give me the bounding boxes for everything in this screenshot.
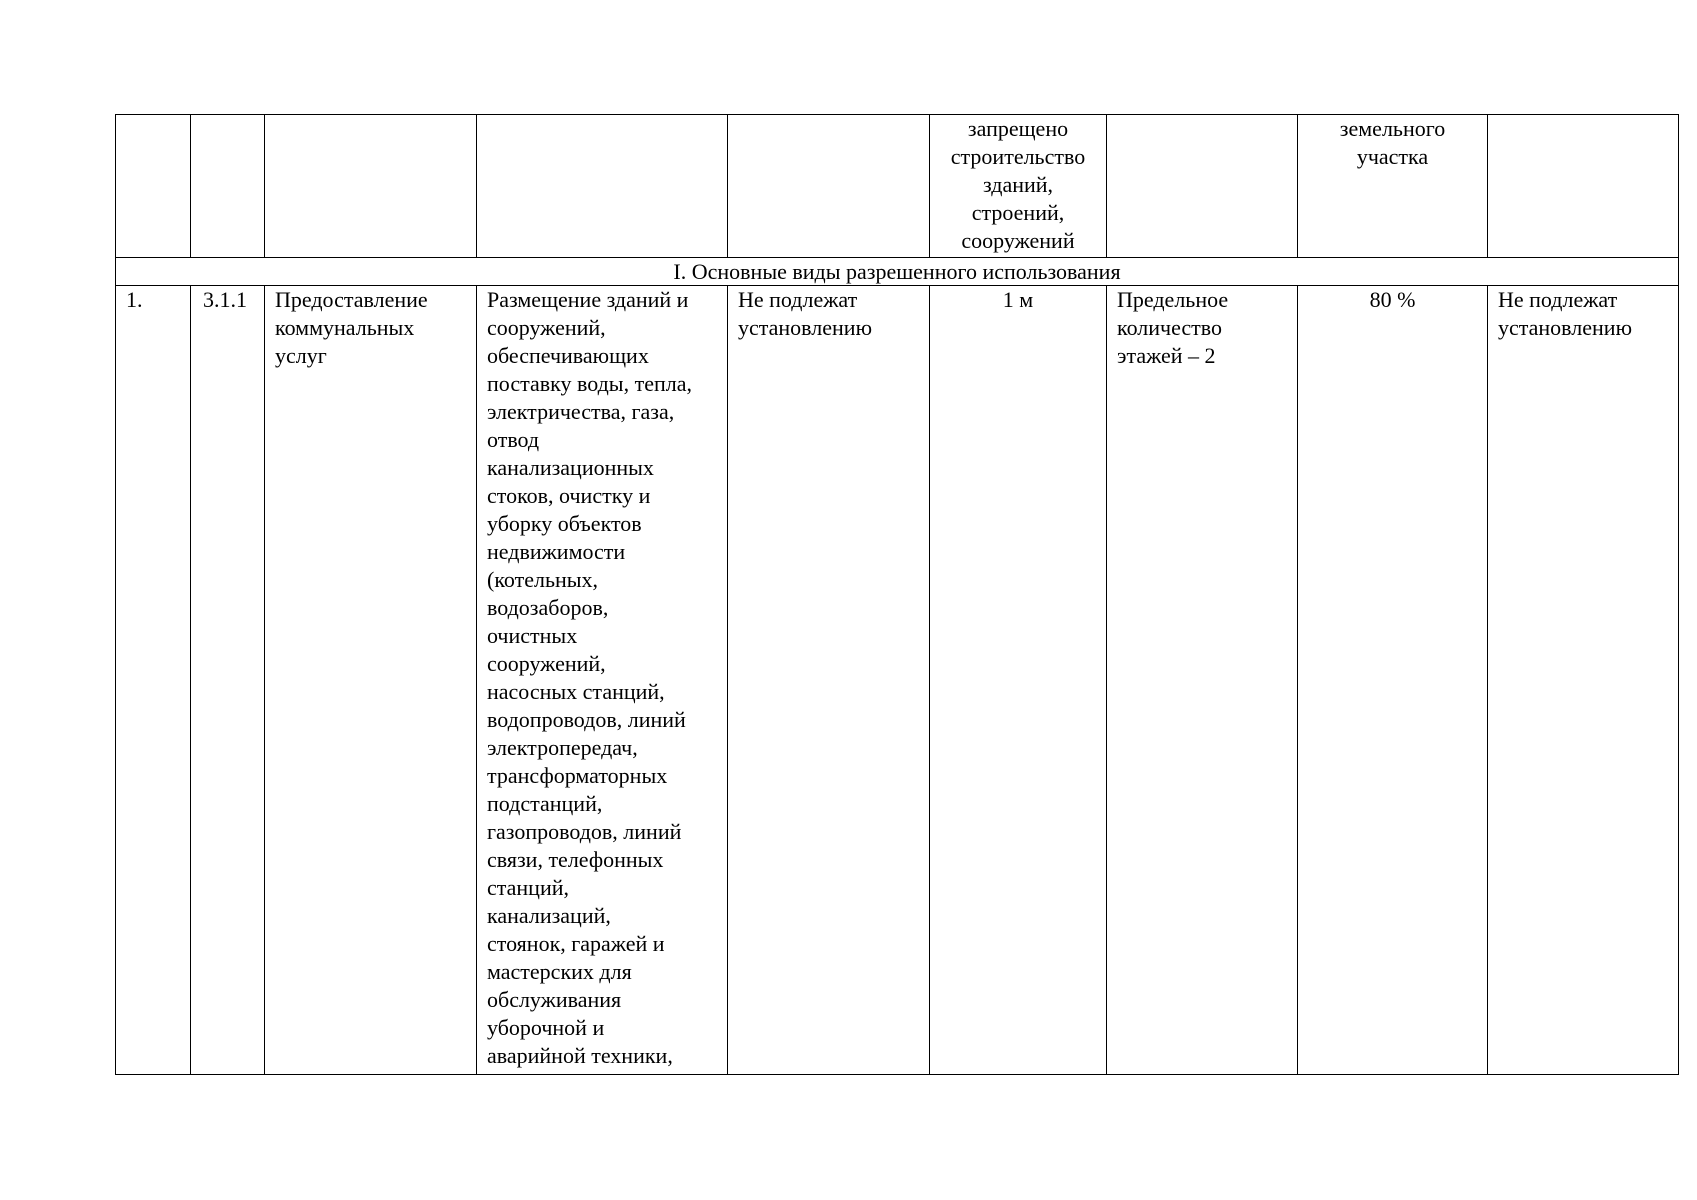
table-row-continued <box>116 115 1679 258</box>
cell-line: установлению <box>738 315 873 340</box>
cell-line: уборочной и <box>487 1015 605 1040</box>
row-name <box>265 286 477 1075</box>
cell-line: Не подлежат <box>1498 287 1618 312</box>
row-setback: 1 м <box>930 286 1107 1075</box>
cell-line: подстанций, <box>487 791 603 816</box>
cell-coverage-note <box>1298 115 1488 258</box>
cell-line: строений, <box>971 200 1065 225</box>
cell-empty <box>1488 115 1679 258</box>
cell-line: коммунальных <box>275 315 415 340</box>
cell-line: количество <box>1117 315 1223 340</box>
cell-line: Размещение зданий и <box>487 287 689 312</box>
cell-setback-note <box>930 115 1107 258</box>
section-header-row <box>116 258 1679 286</box>
cell-line: стоков, очистку и <box>487 483 651 508</box>
cell-line: канализационных <box>487 455 654 480</box>
cell-line: строительство <box>950 144 1086 169</box>
cell-empty <box>265 115 477 258</box>
cell-line: очистных <box>487 623 578 648</box>
cell-line: обеспечивающих <box>487 343 649 368</box>
cell-line: аварийной техники, <box>487 1043 673 1068</box>
cell-line: земельного <box>1339 116 1446 141</box>
cell-line: сооружений, <box>487 315 606 340</box>
cell-empty <box>116 115 191 258</box>
cell-empty <box>191 115 265 258</box>
cell-line: уборку объектов <box>487 511 642 536</box>
row-floors <box>1107 286 1298 1075</box>
cell-empty <box>728 115 930 258</box>
cell-line: сооружений <box>961 228 1075 253</box>
row-col9 <box>1488 286 1679 1075</box>
cell-line: Предоставление <box>275 287 428 312</box>
section-title: I. Основные виды разрешенного использования <box>116 258 1679 286</box>
table-row <box>116 286 1679 1075</box>
cell-empty <box>1107 115 1298 258</box>
zoning-table <box>115 114 1679 1075</box>
cell-line: установлению <box>1498 315 1633 340</box>
cell-line: запрещено <box>967 116 1069 141</box>
cell-line: сооружений, <box>487 651 606 676</box>
cell-line: мастерских для <box>487 959 632 984</box>
cell-line: недвижимости <box>487 539 626 564</box>
row-coverage: 80 % <box>1298 286 1488 1075</box>
cell-line: станций, <box>487 875 570 900</box>
cell-line: участка <box>1356 144 1429 169</box>
cell-line: связи, телефонных <box>487 847 664 872</box>
cell-line: газопроводов, линий <box>487 819 682 844</box>
cell-line: Предельное <box>1117 287 1229 312</box>
cell-line: этажей – 2 <box>1117 343 1216 368</box>
cell-line: стоянок, гаражей и <box>487 931 665 956</box>
cell-empty <box>477 115 728 258</box>
row-description <box>477 286 728 1075</box>
row-number: 1. <box>116 286 191 1075</box>
cell-line: водозаборов, <box>487 595 609 620</box>
cell-line: насосных станций, <box>487 679 665 704</box>
cell-line: трансформаторных <box>487 763 668 788</box>
cell-line: отвод <box>487 427 540 452</box>
cell-line: услуг <box>275 343 327 368</box>
row-col5 <box>728 286 930 1075</box>
cell-line: обслуживания <box>487 987 622 1012</box>
cell-line: электропередач, <box>487 735 638 760</box>
cell-line: поставку воды, тепла, <box>487 371 692 396</box>
cell-line: канализаций, <box>487 903 611 928</box>
cell-line: электричества, газа, <box>487 399 675 424</box>
row-code: 3.1.1 <box>191 286 265 1075</box>
cell-line: зданий, <box>982 172 1054 197</box>
cell-line: Не подлежат <box>738 287 858 312</box>
cell-line: (котельных, <box>487 567 599 592</box>
cell-line: водопроводов, линий <box>487 707 686 732</box>
